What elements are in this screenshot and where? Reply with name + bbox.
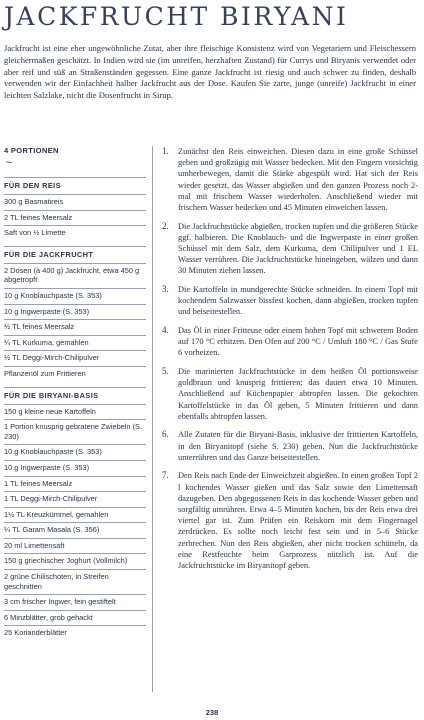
portions-label: 4 PORTIONEN [4,146,59,155]
recipe-intro: Jackfrucht ist eine eher ungewöhnliche Zutat, aber ihre fleischige Konsistenz wird von Vegetariern und Fleischessern gleichermaßen geschätzt. In Indien wird sie (im unreifen, herzhaften Zustand) für Currys und Biryanis verwendet oder aber reif und süß an Straßenständen gegessen. Eine ganze Jackfrucht ist riesig und auch schwer zu finden, deshalb verwenden wir der Einfachheit halber Jackfrucht aus der Dose. Kaufen Sie zarte, junge (unreife) Jackfrucht in einer leichten Salzlake, nicht die Dosenfrucht in Sirup. [4,43,416,101]
ingredient-item: ½ TL feines Meersalz [4,319,146,335]
ingredient-item: 10 g Ingwerpaste (S. 353) [4,304,146,320]
ingredient-item: 2 Dosen (à 400 g) Jackfrucht, etwa 450 g abgetropft [4,263,146,288]
ingredient-item: 150 g griechischer Joghurt (Vollmilch) [4,553,146,569]
ingredient-item: 3 cm frischer Ingwer, fein gestiftelt [4,594,146,610]
ingredient-item: 300 g Basmatireis [4,194,146,210]
method-steps [160,146,418,579]
step-number: 7. [162,470,169,481]
step-number: 4. [162,325,169,336]
ingredient-section-heading: FÜR DIE BIRYANI-BASIS [4,387,146,404]
method-step [160,221,418,277]
ingredient-section-heading: FÜR DEN REIS [4,177,146,194]
method-step [160,366,418,422]
ingredient-item: 10 g Ingwerpaste (S. 353) [4,460,146,476]
step-number: 1. [162,146,169,156]
method-step [160,470,418,571]
method-step [160,429,418,463]
column-divider [152,146,153,692]
step-text: Zunächst den Reis einweichen. Diesen dazu in eine große Schüssel geben und großzügig mit Wasser bedecken. Mit den Fingern vorsichtig umherbewegen, damit die Stärke abgespült wird. Hat sich der Reis wieder gesetzt, das Wasser abgießen und den ganzen Prozess noch 2-mal mit frischem Wasser wiederholen. Anschließend wieder mit frischem Wasser bedecken und 45 Minuten einweichen lassen. [178,147,418,213]
ingredient-item: 2 TL feines Meersalz [4,210,146,226]
step-number: 6. [162,429,169,440]
ingredient-item: ¼ TL Garam Masala (S. 356) [4,522,146,538]
ingredient-item: 2 grüne Chilischoten, in Streifen geschnitten [4,569,146,594]
ingredient-item: 25 Korianderblätter [4,625,146,641]
step-text: Die marinierten Jackfruchtstücke in dem heißen Öl portionsweise goldbraun und knusprig frittieren; das dauert etwa 10 Minuten. Anschließend auf Küchenpapier abtropfen lassen. Die gekochten Kartoffelstücke in das Öl geben, 5 Minuten frittieren und dann ebenfalls abtropfen lassen. [178,367,418,421]
page-number: 238 [205,708,219,717]
ingredient-sections [4,177,146,641]
step-text: Die Jackfruchtstücke abgießen, trocken tupfen und die größeren Stücke ggf. halbieren. Die Knoblauch- und die Ingwerpaste in einer großen Schüssel mit dem Salz, dem Kurkuma, dem Chilipulver und 1 EL Wasser verrühren. Die Jackfruchtstücke hineingeben, wälzen und dann 30 Minuten ziehen lassen. [178,221,418,276]
ingredient-item: Saft von ½ Limette [4,225,146,241]
ingredient-item: 1 TL Deggi-Mirch-Chilipulver [4,491,146,507]
ingredient-item: Pflanzenöl zum Frittieren [4,366,146,382]
method-step [160,325,418,359]
ingredient-item: 10 g Knoblauchpaste (S. 353) [4,288,146,304]
step-number: 5. [162,366,169,377]
ingredient-item: 10 g Knoblauchpaste (S. 353) [4,444,146,460]
step-number: 3. [162,284,169,295]
step-number: 2. [162,220,169,231]
tilde-ornament: ~ [6,157,13,169]
step-text: Alle Zutaten für die Biryani-Basis, inklusive der frittierten Kartoffeln, in den Biryanitopf (siehe S. 230) geben. Nun die Jackfruchtstücke unterrühren und das Ganze beiseitestellen. [178,430,418,462]
ingredient-item: 1½ TL Kreuzkümmel, gemahlen [4,507,146,523]
step-text: Den Reis nach Ende der Einweichzeit abgießen. In einen großen Topf 2 l kochendes Wasser gießen und das Salz sowie den Limettensaft dazugeben. Den abgegossenen Reis in das kochende Wasser geben und sorgfältig umrühren. Etwa 4–5 Minuten kochen, bis der Reis etwa drei viertel gar ist. Zum Prüfen ein Reiskorn mit dem Fingernagel zerdrücken. Es sollte noch leicht fest sein und in 5–6 Stücke zerbrechen. Nun den Reis abgießen, aber nicht trocken schütteln, da eine Restfeuchte beim Garprozess nützlich ist. Auf die Jackfruchtstücke im Biryanitopf geben. [178,471,418,571]
step-text: Die Kartoffeln in mundgerechte Stücke schneiden. In einem Topf mit kochendem Salzwasser bissfest kochen, dann abgießen, trocken tupfen und beiseitestellen. [178,285,418,317]
ingredients-column [4,146,146,641]
ingredient-section-heading: FÜR DIE JACKFRUCHT [4,246,146,263]
ingredient-item: ¼ TL Kurkuma, gemahlen [4,335,146,351]
step-text: Das Öl in einer Fritteuse oder einem hohen Topf mit schwerem Boden auf 170 °C erhitzen. Den Ofen auf 200 °C / Umluft 180 °C / Gas Stufe 6 vorheizen. [178,326,418,358]
ingredient-item: 6 Minzblätter, grob gehackt [4,610,146,626]
ingredient-item: 1 TL feines Meersalz [4,476,146,492]
recipe-title: JACKFRUCHT BIRYANI [4,2,349,31]
ingredient-item: 1 Portion knusprig gebratene Zwiebeln (S. 230) [4,419,146,444]
method-step [160,146,418,213]
ingredient-item: ½ TL Deggi-Mirch-Chilipulver [4,350,146,366]
method-step [160,284,418,318]
ingredient-item: 20 ml Limettensaft [4,538,146,554]
ingredient-item: 150 g kleine neue Kartoffeln [4,404,146,420]
